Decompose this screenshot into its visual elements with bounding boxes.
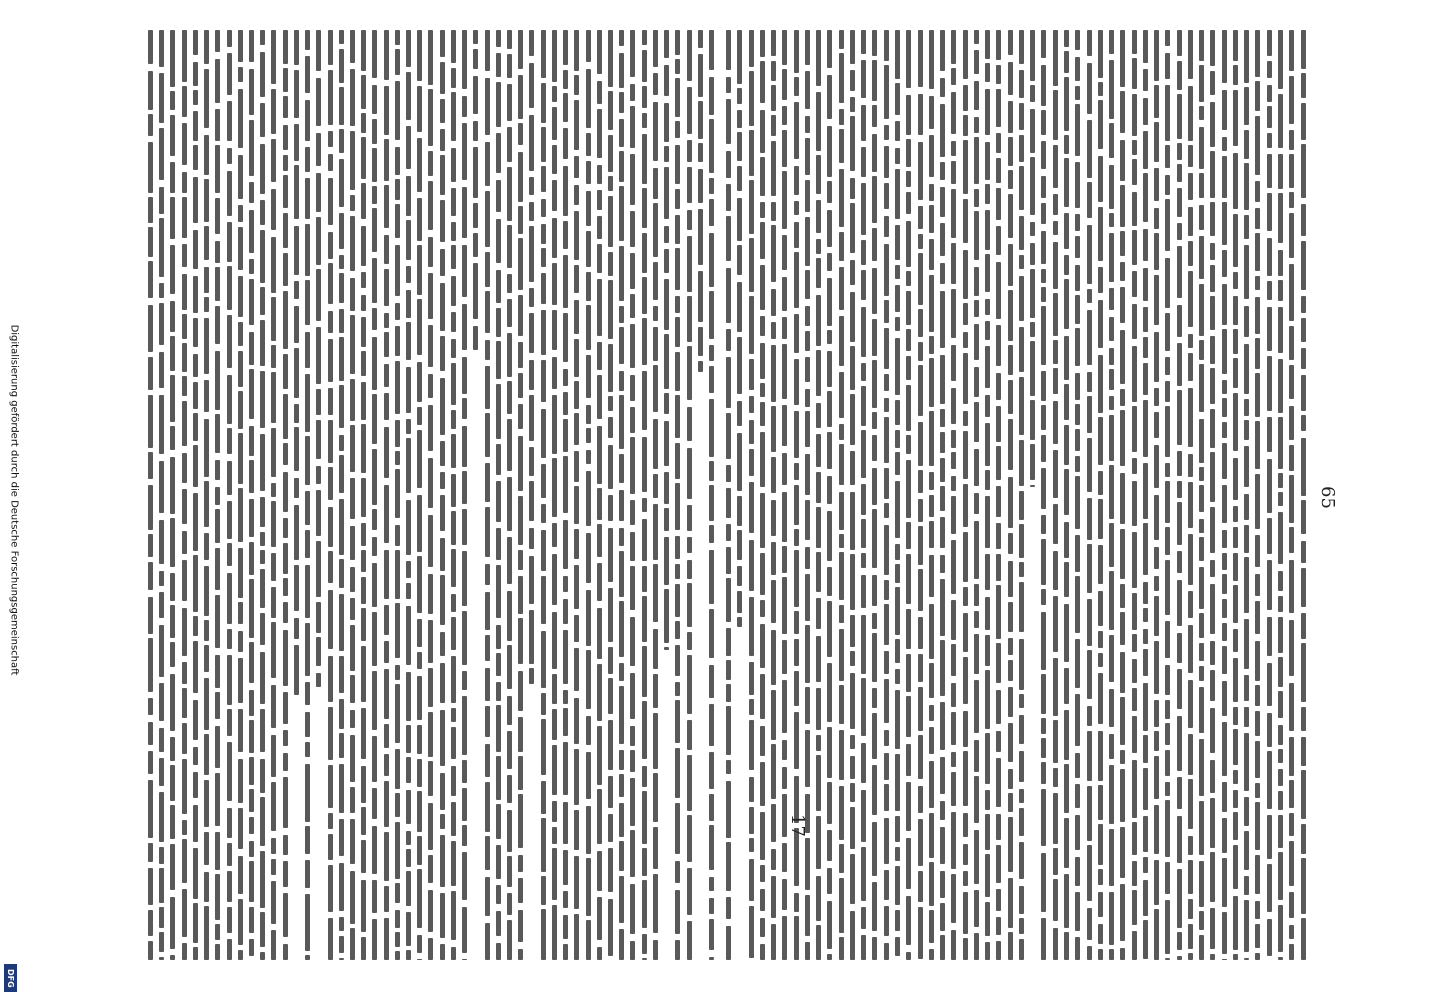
text-line: [417, 30, 422, 960]
text-line: [215, 30, 220, 960]
text-line: [1030, 30, 1035, 960]
text-line: [260, 30, 265, 960]
text-line: [642, 30, 647, 960]
text-line: [963, 30, 968, 960]
text-line: [1143, 30, 1148, 960]
text-line: [698, 30, 703, 960]
text-line: [884, 30, 889, 960]
text-line: [1053, 30, 1058, 960]
text-line: [749, 30, 754, 960]
text-line: [1199, 30, 1204, 960]
text-line: [473, 30, 478, 960]
text-line: [361, 30, 366, 960]
text-line: [238, 30, 243, 960]
text-line: [861, 30, 866, 960]
text-line: [574, 30, 579, 960]
text-line: [1019, 30, 1024, 960]
text-line: [182, 30, 187, 960]
text-line: [597, 30, 602, 960]
text-line: [918, 30, 923, 960]
text-line: [608, 30, 613, 960]
text-line: [985, 30, 990, 960]
dfg-logo-icon: DFG: [4, 964, 17, 992]
text-line: [771, 30, 776, 960]
text-line: [872, 30, 877, 960]
text-line: [687, 30, 692, 960]
text-line: [827, 30, 832, 960]
text-line: [462, 30, 467, 960]
text-line: [159, 30, 164, 960]
text-line: [1233, 30, 1238, 960]
text-line: [485, 30, 490, 960]
text-line: [1177, 30, 1182, 960]
text-line: [227, 30, 232, 960]
text-line: [951, 30, 956, 960]
text-column-left: [148, 30, 714, 960]
text-column-right: [726, 30, 1306, 960]
text-line: [839, 30, 844, 960]
text-line: [1267, 30, 1272, 960]
text-line: [1301, 30, 1306, 960]
text-line: [906, 30, 911, 960]
text-line: [316, 30, 321, 960]
text-line: [974, 30, 979, 960]
text-line: [563, 30, 568, 960]
text-line: [664, 30, 669, 960]
text-line: [339, 30, 344, 960]
text-line: [440, 30, 445, 960]
text-line: [541, 30, 546, 960]
text-line: [895, 30, 900, 960]
text-line: [395, 30, 400, 960]
text-line: [1154, 30, 1159, 960]
text-line: [1188, 30, 1193, 960]
text-line: [996, 30, 1001, 960]
text-line: [619, 30, 624, 960]
text-line: [1222, 30, 1227, 960]
text-line: [760, 30, 765, 960]
text-line: [1255, 30, 1260, 960]
text-line: [350, 30, 355, 960]
text-line: [816, 30, 821, 960]
text-line: [451, 30, 456, 960]
text-line: [1075, 30, 1080, 960]
text-line: [653, 30, 658, 960]
text-line: [940, 30, 945, 960]
text-line: [586, 30, 591, 960]
text-line: [204, 30, 209, 960]
text-line: [283, 30, 288, 960]
text-line: [328, 30, 333, 960]
digitization-note-text: Digitalisierung gefördert durch die Deutsche Forschungsgemeinschaft: [8, 324, 20, 676]
text-line: [1210, 30, 1215, 960]
text-line: [850, 30, 855, 960]
text-line: [1008, 30, 1013, 960]
text-line: [193, 30, 198, 960]
text-line: [148, 30, 153, 960]
text-line: [249, 30, 254, 960]
text-line: [552, 30, 557, 960]
text-line: [1041, 30, 1046, 960]
text-line: [529, 30, 534, 960]
page-number-bottom: 17: [786, 814, 808, 837]
text-line: [630, 30, 635, 960]
text-line: [271, 30, 276, 960]
text-line: [1165, 30, 1170, 960]
text-line: [1109, 30, 1114, 960]
text-line: [1064, 30, 1069, 960]
text-line: [294, 30, 299, 960]
page-number-top: 65: [1316, 486, 1338, 509]
text-line: [384, 30, 389, 960]
text-line: [1132, 30, 1137, 960]
text-line: [929, 30, 934, 960]
text-line: [428, 30, 433, 960]
text-line: [406, 30, 411, 960]
text-line: [1244, 30, 1249, 960]
text-line: [518, 30, 523, 960]
text-line: [1120, 30, 1125, 960]
text-line: [305, 30, 310, 960]
